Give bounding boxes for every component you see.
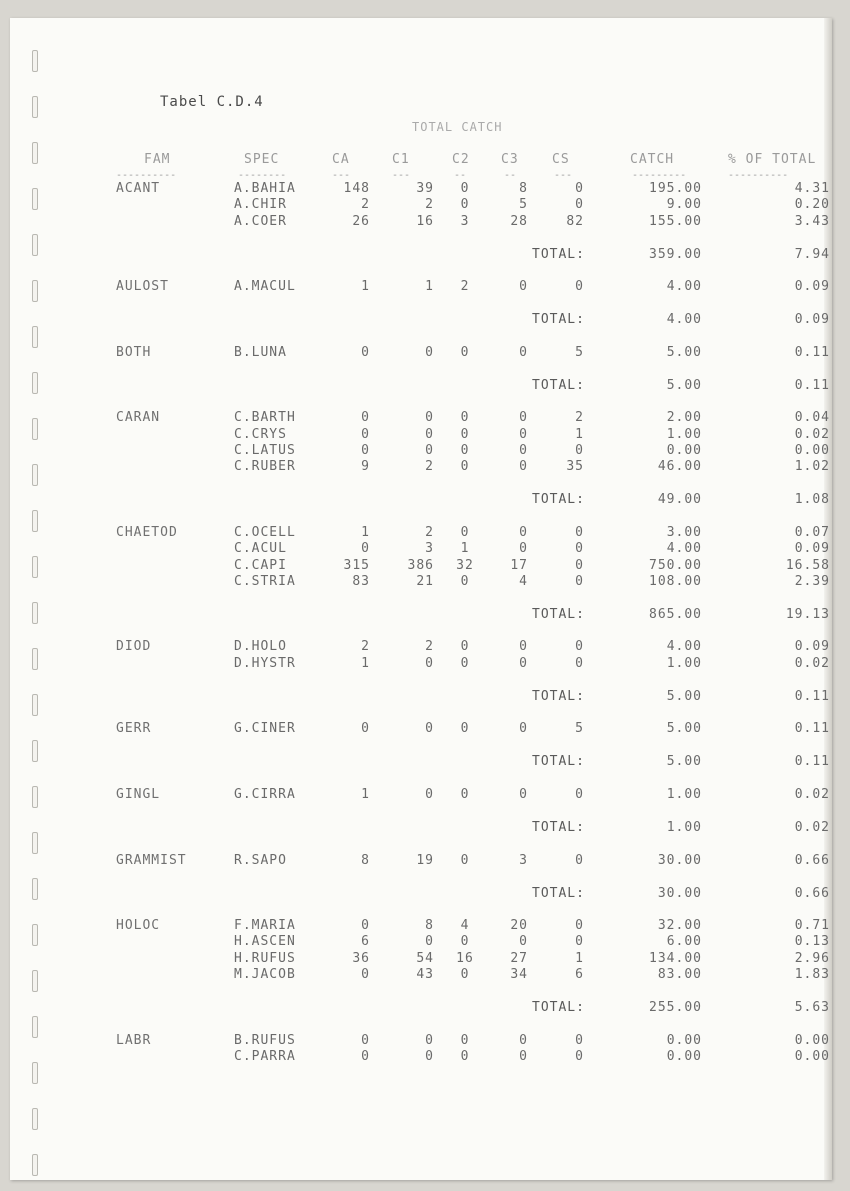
total-pct: 0.66: [794, 885, 830, 901]
cell-c1: 39: [416, 181, 434, 196]
table-title: Tabel C.D.4: [160, 94, 264, 110]
cell-c3: 34: [510, 967, 528, 982]
cell-c1: 54: [416, 950, 434, 966]
cell-catch: 46.00: [657, 459, 702, 475]
cell-catch: 3.00: [666, 524, 702, 540]
cell-cs: 0: [575, 279, 584, 295]
cell-c3: 17: [510, 557, 528, 573]
cell-pct: 0.66: [794, 852, 830, 868]
cell-spec: C.CAPI: [234, 557, 287, 573]
cell-spec: A.BAHIA: [234, 181, 296, 196]
header-c1-rule: ---: [392, 170, 411, 181]
cell-c3: 0: [519, 721, 528, 737]
cell-cs: 1: [575, 426, 584, 442]
header-pct-rule: ----------: [728, 170, 789, 181]
header-fam-rule: ----------: [116, 170, 177, 181]
cell-ca: 2: [361, 639, 370, 655]
total-label: TOTAL:: [532, 492, 585, 508]
cell-catch: 0.00: [666, 1032, 702, 1048]
binding-hole: [32, 1108, 38, 1130]
family-name: CHAETOD: [116, 524, 178, 540]
cell-pct: 0.09: [794, 639, 830, 655]
binding-hole: [32, 280, 38, 302]
cell-c3: 0: [519, 426, 528, 442]
cell-catch: 2.00: [666, 410, 702, 426]
total-pct: 1.08: [794, 492, 830, 508]
cell-cs: 1: [575, 950, 584, 966]
binding-hole: [32, 878, 38, 900]
binding-hole: [32, 694, 38, 716]
total-label: TOTAL:: [532, 819, 585, 835]
cell-cs: 2: [575, 410, 584, 426]
cell-pct: 0.00: [794, 1032, 830, 1048]
total-catch: 4.00: [666, 312, 702, 328]
header-catch-rule: ---------: [632, 170, 687, 181]
cell-pct: 16.58: [785, 557, 830, 573]
cell-c3: 0: [519, 459, 528, 475]
cell-spec: C.PARRA: [234, 1048, 296, 1064]
cell-c1: 3: [425, 541, 434, 557]
cell-spec: H.RUFUS: [234, 950, 296, 966]
cell-ca: 0: [361, 721, 370, 737]
cell-c2: 0: [460, 573, 470, 589]
cell-cs: 0: [575, 541, 584, 557]
binding-hole: [32, 924, 38, 946]
cell-spec: A.MACUL: [234, 279, 296, 295]
family-name: GINGL: [116, 786, 161, 802]
cell-catch: 1.00: [666, 426, 702, 442]
binding-hole: [32, 50, 38, 72]
total-pct: 0.11: [794, 754, 830, 770]
cell-cs: 35: [566, 459, 584, 475]
cell-pct: 0.09: [794, 541, 830, 557]
total-pct: 19.13: [785, 606, 830, 622]
cell-cs: 5: [575, 344, 584, 360]
family-name: GRAMMIST: [116, 852, 187, 868]
cell-catch: 6.00: [666, 934, 702, 950]
cell-pct: 2.96: [794, 950, 830, 966]
cell-catch: 5.00: [666, 344, 702, 360]
total-label: TOTAL:: [532, 754, 585, 770]
cell-c3: 3: [519, 852, 528, 868]
cell-c2: 0: [460, 181, 470, 196]
family-name: AULOST: [116, 279, 169, 295]
total-pct: 5.63: [794, 1000, 830, 1015]
cell-c1: 2: [425, 524, 434, 540]
cell-spec: D.HYSTR: [234, 655, 296, 671]
cell-c2: 0: [460, 721, 470, 737]
cell-c2: 0: [460, 967, 470, 982]
cell-c3: 0: [519, 410, 528, 426]
cell-c2: 16: [456, 950, 474, 966]
total-catch: 5.00: [666, 688, 702, 704]
cell-ca: 0: [361, 443, 370, 458]
total-label: TOTAL:: [532, 885, 585, 901]
cell-c2: 4: [460, 918, 470, 934]
cell-spec: A.CHIR: [234, 197, 287, 213]
cell-ca: 9: [361, 459, 370, 475]
cell-c1: 1: [425, 279, 434, 295]
binding-hole: [32, 188, 38, 210]
cell-pct: 2.39: [794, 573, 830, 589]
cell-c2: 0: [460, 655, 470, 671]
header-spec-rule: --------: [238, 170, 287, 181]
total-label: TOTAL:: [532, 606, 585, 622]
total-catch: 30.00: [657, 885, 702, 901]
cell-pct: 0.04: [794, 410, 830, 426]
cell-c2: 0: [460, 639, 470, 655]
binding-hole: [32, 1062, 38, 1084]
cell-spec: B.LUNA: [234, 344, 287, 360]
cell-catch: 108.00: [649, 573, 702, 589]
cell-spec: G.CINER: [234, 721, 296, 737]
cell-c2: 2: [460, 279, 470, 295]
cell-c1: 0: [425, 655, 434, 671]
binding-hole: [32, 832, 38, 854]
total-pct: 7.94: [794, 246, 830, 262]
cell-pct: 0.20: [794, 197, 830, 213]
cell-c1: 21: [416, 573, 434, 589]
cell-cs: 0: [575, 524, 584, 540]
family-name: LABR: [116, 1032, 152, 1048]
cell-spec: C.BARTH: [234, 410, 296, 426]
cell-ca: 0: [361, 918, 370, 934]
cell-c2: 0: [460, 1048, 470, 1064]
binding-hole: [32, 234, 38, 256]
total-catch: 1.00: [666, 819, 702, 835]
binding-hole: [32, 1016, 38, 1038]
cell-spec: M.JACOB: [234, 967, 296, 982]
cell-ca: 1: [361, 279, 370, 295]
cell-spec: H.ASCEN: [234, 934, 296, 950]
cell-ca: 1: [361, 524, 370, 540]
cell-spec: C.LATUS: [234, 443, 296, 458]
cell-spec: D.HOLO: [234, 639, 287, 655]
cell-cs: 6: [575, 967, 584, 982]
total-label: TOTAL:: [532, 246, 585, 262]
cell-cs: 0: [575, 181, 584, 196]
binding-hole: [32, 96, 38, 118]
cell-pct: 0.02: [794, 786, 830, 802]
cell-cs: 0: [575, 786, 584, 802]
cell-c1: 0: [425, 721, 434, 737]
cell-pct: 0.11: [794, 721, 830, 737]
cell-catch: 83.00: [657, 967, 702, 982]
cell-catch: 1.00: [666, 655, 702, 671]
cell-catch: 134.00: [649, 950, 702, 966]
header-c1: C1: [392, 152, 410, 167]
cell-c3: 20: [510, 918, 528, 934]
header-cs: CS: [552, 152, 570, 167]
cell-c3: 0: [519, 1048, 528, 1064]
cell-cs: 0: [575, 197, 584, 213]
binding-hole: [32, 464, 38, 486]
cell-cs: 0: [575, 573, 584, 589]
family-name: DIOD: [116, 639, 152, 655]
binding-hole: [32, 740, 38, 762]
cell-catch: 195.00: [649, 181, 702, 196]
cell-ca: 1: [361, 786, 370, 802]
binding-hole: [32, 648, 38, 670]
cell-spec: A.COER: [234, 213, 287, 229]
cell-c1: 2: [425, 197, 434, 213]
cell-cs: 0: [575, 443, 584, 458]
family-name: BOTH: [116, 344, 152, 360]
cell-ca: 0: [361, 1048, 370, 1064]
cell-c3: 8: [519, 181, 528, 196]
binding-hole: [32, 326, 38, 348]
cell-pct: 0.02: [794, 655, 830, 671]
header-ca-rule: ---: [332, 170, 351, 181]
cell-cs: 0: [575, 655, 584, 671]
cell-pct: 0.71: [794, 918, 830, 934]
header-pct: % OF TOTAL: [728, 152, 817, 167]
header-c2-rule: --: [454, 170, 467, 181]
cell-c1: 43: [416, 967, 434, 982]
cell-c3: 5: [519, 197, 528, 213]
cell-ca: 2: [361, 197, 370, 213]
cell-spec: C.OCELL: [234, 524, 296, 540]
cell-pct: 0.09: [794, 279, 830, 295]
total-catch: 865.00: [649, 606, 702, 622]
cell-catch: 4.00: [666, 639, 702, 655]
cell-c3: 0: [519, 344, 528, 360]
cell-c3: 0: [519, 786, 528, 802]
cell-c2: 0: [460, 197, 470, 213]
cell-c3: 0: [519, 655, 528, 671]
header-fam: FAM: [144, 152, 171, 167]
cell-c2: 0: [460, 524, 470, 540]
cell-c1: 0: [425, 934, 434, 950]
cell-spec: C.ACUL: [234, 541, 287, 557]
cell-cs: 82: [566, 213, 584, 229]
cell-ca: 6: [361, 934, 370, 950]
header-ca: CA: [332, 152, 350, 167]
cell-c1: 0: [425, 1032, 434, 1048]
cell-c3: 0: [519, 279, 528, 295]
cell-pct: 0.13: [794, 934, 830, 950]
cell-spec: F.MARIA: [234, 918, 296, 934]
binding-hole: [32, 1154, 38, 1176]
total-pct: 0.11: [794, 688, 830, 704]
total-catch: 5.00: [666, 377, 702, 393]
total-catch: 359.00: [649, 246, 702, 262]
cell-ca: 148: [343, 181, 370, 196]
header-cs-rule: ---: [554, 170, 573, 181]
header-c3: C3: [501, 152, 519, 167]
cell-c3: 0: [519, 524, 528, 540]
total-label: TOTAL:: [532, 377, 585, 393]
cell-ca: 0: [361, 1032, 370, 1048]
cell-ca: 0: [361, 344, 370, 360]
total-label: TOTAL:: [532, 688, 585, 704]
total-label: TOTAL:: [532, 312, 585, 328]
cell-c3: 27: [510, 950, 528, 966]
cell-c1: 2: [425, 459, 434, 475]
cell-ca: 83: [352, 573, 370, 589]
cell-c3: 0: [519, 639, 528, 655]
cell-ca: 0: [361, 541, 370, 557]
binding-hole: [32, 786, 38, 808]
cell-ca: 315: [343, 557, 370, 573]
cell-pct: 1.02: [794, 459, 830, 475]
cell-cs: 0: [575, 918, 584, 934]
cell-c1: 0: [425, 443, 434, 458]
cell-ca: 0: [361, 426, 370, 442]
cell-cs: 0: [575, 557, 584, 573]
cell-c3: 0: [519, 443, 528, 458]
binding-hole: [32, 602, 38, 624]
cell-catch: 0.00: [666, 443, 702, 458]
cell-ca: 1: [361, 655, 370, 671]
document-page: [10, 18, 832, 1180]
binding-hole: [32, 418, 38, 440]
total-catch: 255.00: [649, 1000, 702, 1015]
cell-catch: 4.00: [666, 541, 702, 557]
cell-cs: 0: [575, 1048, 584, 1064]
cell-c3: 4: [519, 573, 528, 589]
cell-catch: 1.00: [666, 786, 702, 802]
cell-ca: 0: [361, 410, 370, 426]
cell-c1: 386: [407, 557, 434, 573]
binding-hole: [32, 142, 38, 164]
total-catch: 49.00: [657, 492, 702, 508]
cell-spec: C.RUBER: [234, 459, 296, 475]
cell-c3: 28: [510, 213, 528, 229]
cell-c2: 1: [460, 541, 470, 557]
total-pct: 0.02: [794, 819, 830, 835]
cell-ca: 0: [361, 967, 370, 982]
total-catch: 5.00: [666, 754, 702, 770]
cell-ca: 36: [352, 950, 370, 966]
cell-c3: 0: [519, 934, 528, 950]
cell-pct: 0.07: [794, 524, 830, 540]
family-name: CARAN: [116, 410, 161, 426]
cell-spec: R.SAPO: [234, 852, 287, 868]
cell-c1: 2: [425, 639, 434, 655]
family-name: HOLOC: [116, 918, 161, 934]
cell-c2: 0: [460, 852, 470, 868]
cell-c1: 0: [425, 410, 434, 426]
cell-ca: 8: [361, 852, 370, 868]
cell-catch: 4.00: [666, 279, 702, 295]
cell-c1: 19: [416, 852, 434, 868]
cell-c3: 0: [519, 1032, 528, 1048]
cell-c2: 0: [460, 934, 470, 950]
cell-c1: 16: [416, 213, 434, 229]
cell-pct: 3.43: [794, 213, 830, 229]
cell-catch: 0.00: [666, 1048, 702, 1064]
cell-c1: 0: [425, 426, 434, 442]
cell-cs: 0: [575, 1032, 584, 1048]
cell-spec: C.CRYS: [234, 426, 287, 442]
cell-c2: 0: [460, 426, 470, 442]
cell-c2: 0: [460, 410, 470, 426]
cell-catch: 5.00: [666, 721, 702, 737]
cell-catch: 30.00: [657, 852, 702, 868]
binding-hole: [32, 510, 38, 532]
cell-cs: 5: [575, 721, 584, 737]
cell-cs: 0: [575, 934, 584, 950]
header-c3-rule: --: [504, 170, 517, 181]
cell-c1: 8: [425, 918, 434, 934]
cell-catch: 32.00: [657, 918, 702, 934]
binding-hole: [32, 970, 38, 992]
total-pct: 0.09: [794, 312, 830, 328]
header-spec: SPEC: [244, 152, 280, 167]
header-c2: C2: [452, 152, 470, 167]
cell-cs: 0: [575, 852, 584, 868]
table-subtitle: TOTAL CATCH: [412, 120, 503, 134]
cell-c2: 32: [456, 557, 474, 573]
cell-cs: 0: [575, 639, 584, 655]
family-name: ACANT: [116, 181, 161, 196]
header-catch: CATCH: [630, 152, 675, 167]
cell-pct: 0.00: [794, 1048, 830, 1064]
binding-hole: [32, 372, 38, 394]
cell-spec: B.RUFUS: [234, 1032, 296, 1048]
cell-c1: 0: [425, 786, 434, 802]
cell-pct: 0.11: [794, 344, 830, 360]
cell-c2: 0: [460, 1032, 470, 1048]
cell-pct: 0.00: [794, 443, 830, 458]
family-name: GERR: [116, 721, 152, 737]
binding-hole: [32, 556, 38, 578]
cell-c1: 0: [425, 344, 434, 360]
cell-pct: 4.31: [794, 181, 830, 196]
cell-spec: C.STRIA: [234, 573, 296, 589]
cell-c2: 0: [460, 344, 470, 360]
cell-c1: 0: [425, 1048, 434, 1064]
cell-pct: 0.02: [794, 426, 830, 442]
cell-c3: 0: [519, 541, 528, 557]
total-label: TOTAL:: [532, 1000, 585, 1015]
cell-pct: 1.83: [794, 967, 830, 982]
cell-c2: 0: [460, 443, 470, 458]
cell-c2: 3: [460, 213, 470, 229]
total-pct: 0.11: [794, 377, 830, 393]
cell-catch: 9.00: [666, 197, 702, 213]
cell-spec: G.CIRRA: [234, 786, 296, 802]
cell-c2: 0: [460, 786, 470, 802]
cell-c2: 0: [460, 459, 470, 475]
cell-catch: 155.00: [649, 213, 702, 229]
cell-ca: 26: [352, 213, 370, 229]
cell-catch: 750.00: [649, 557, 702, 573]
